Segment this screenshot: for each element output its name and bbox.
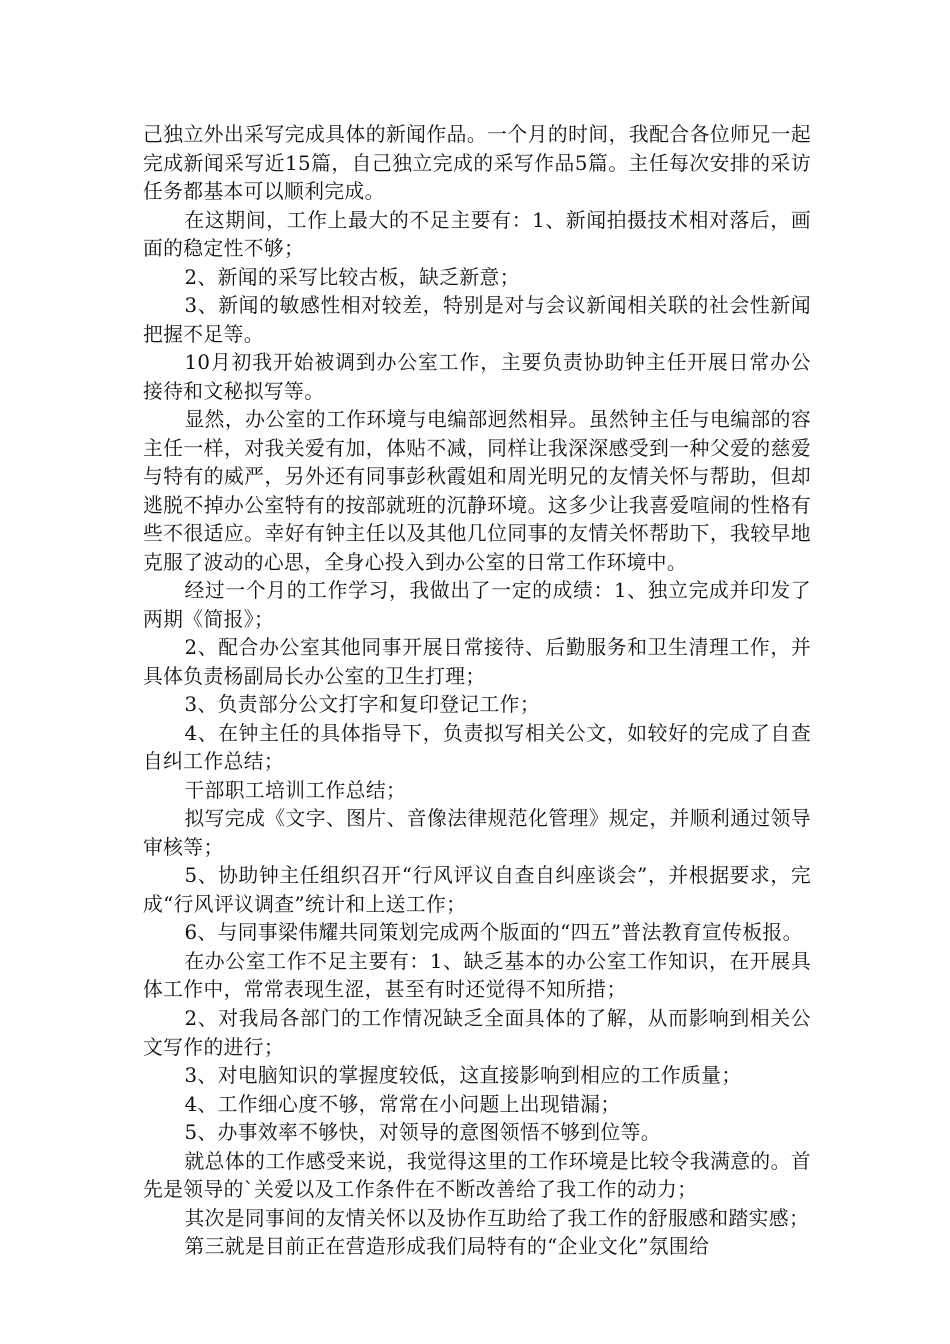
paragraph: 10月初我开始被调到办公室工作，主要负责协助钟主任开展日常办公接待和文秘拟写等。 (143, 351, 811, 403)
paragraph: 6、与同事梁伟耀共同策划完成两个版面的“四五”普法教育宣传板报。 (184, 921, 803, 945)
paragraph: 经过一个月的工作学习，我做出了一定的成绩：1、独立完成并印发了两期《简报》； (143, 579, 811, 631)
paragraph: 就总体的工作感受来说，我觉得这里的工作环境是比较令我满意的。首先是领导的`关爱以及工作条件在不断改善给了我工作的动力； (143, 1149, 811, 1202)
paragraph: 3、负责部分公文打字和复印登记工作； (184, 693, 540, 717)
paragraph: 4、在钟主任的具体指导下，负责拟写相关公文，如较好的完成了自查自纠工作总结； (143, 721, 811, 774)
paragraph: 显然，办公室的工作环境与电编部迥然相异。虽然钟主任与电编部的容主任一样，对我关爱有加，体贴不减，同样让我深深感受到一种父爱的慈爱与特有的威严，另外还有同事彭秋霞姐和周光明兄的友情关怀与帮助，但却逃脱不掉办公室特有的按部就班的沉静环境。这多少让我喜爱喧闹的性格有些不很适应。幸好有钟主任以及其他几位同事的友情关怀帮助下，我较早地克服了波动的心思，全身心投入到办公室的日常工作环境中。 (143, 408, 811, 574)
paragraph: 3、对电脑知识的掌握度较低，这直接影响到相应的工作质量； (184, 1064, 742, 1088)
paragraph: 5、办事效率不够快，对领导的意图领悟不够到位等。 (184, 1121, 661, 1145)
paragraph: 2、对我局各部门的工作情况缺乏全面具体的了解，从而影响到相关公文写作的进行； (143, 1006, 811, 1059)
paragraph: 在办公室工作不足主要有：1、缺乏基本的办公室工作知识，在开展具体工作中，常常表现生涩，甚至有时还觉得不知所措； (143, 949, 811, 1002)
paragraph: 己独立外出采写完成具体的新闻作品。一个月的时间，我配合各位师兄一起完成新闻采写近15篇，自己独立完成的采写作品5篇。主任每次安排的采访任务都基本可以顺利完成。 (143, 123, 811, 204)
paragraph: 在这期间，工作上最大的不足主要有：1、新闻拍摄技术相对落后，画面的稳定性不够； (143, 208, 811, 261)
paragraph: 干部职工培训工作总结； (184, 778, 407, 802)
paragraph: 其次是同事间的友情关怀以及协作互助给了我工作的舒服感和踏实感； (184, 1206, 810, 1230)
paragraph: 2、新闻的采写比较古板，缺乏新意； (184, 265, 520, 289)
paragraph: 4、工作细心度不够，常常在小问题上出现错漏； (184, 1092, 621, 1116)
paragraph: 3、新闻的敏感性相对较差，特别是对与会议新闻相关联的社会性新闻把握不足等。 (143, 294, 811, 346)
paragraph: 2、配合办公室其他同事开展日常接待、后勤服务和卫生清理工作，并具体负责杨副局长办公室的卫生打理； (143, 636, 811, 688)
paragraph: 5、协助钟主任组织召开“行风评议自查自纠座谈会”，并根据要求，完成“行风评议调查”统计和上送工作； (143, 864, 811, 916)
document-body (143, 121, 811, 1262)
paragraph: 第三就是目前正在营造形成我们局特有的“企业文化”氛围给 (184, 1235, 710, 1259)
paragraph: 拟写完成《文字、图片、音像法律规范化管理》规定，并顺利通过领导审核等； (143, 807, 811, 859)
